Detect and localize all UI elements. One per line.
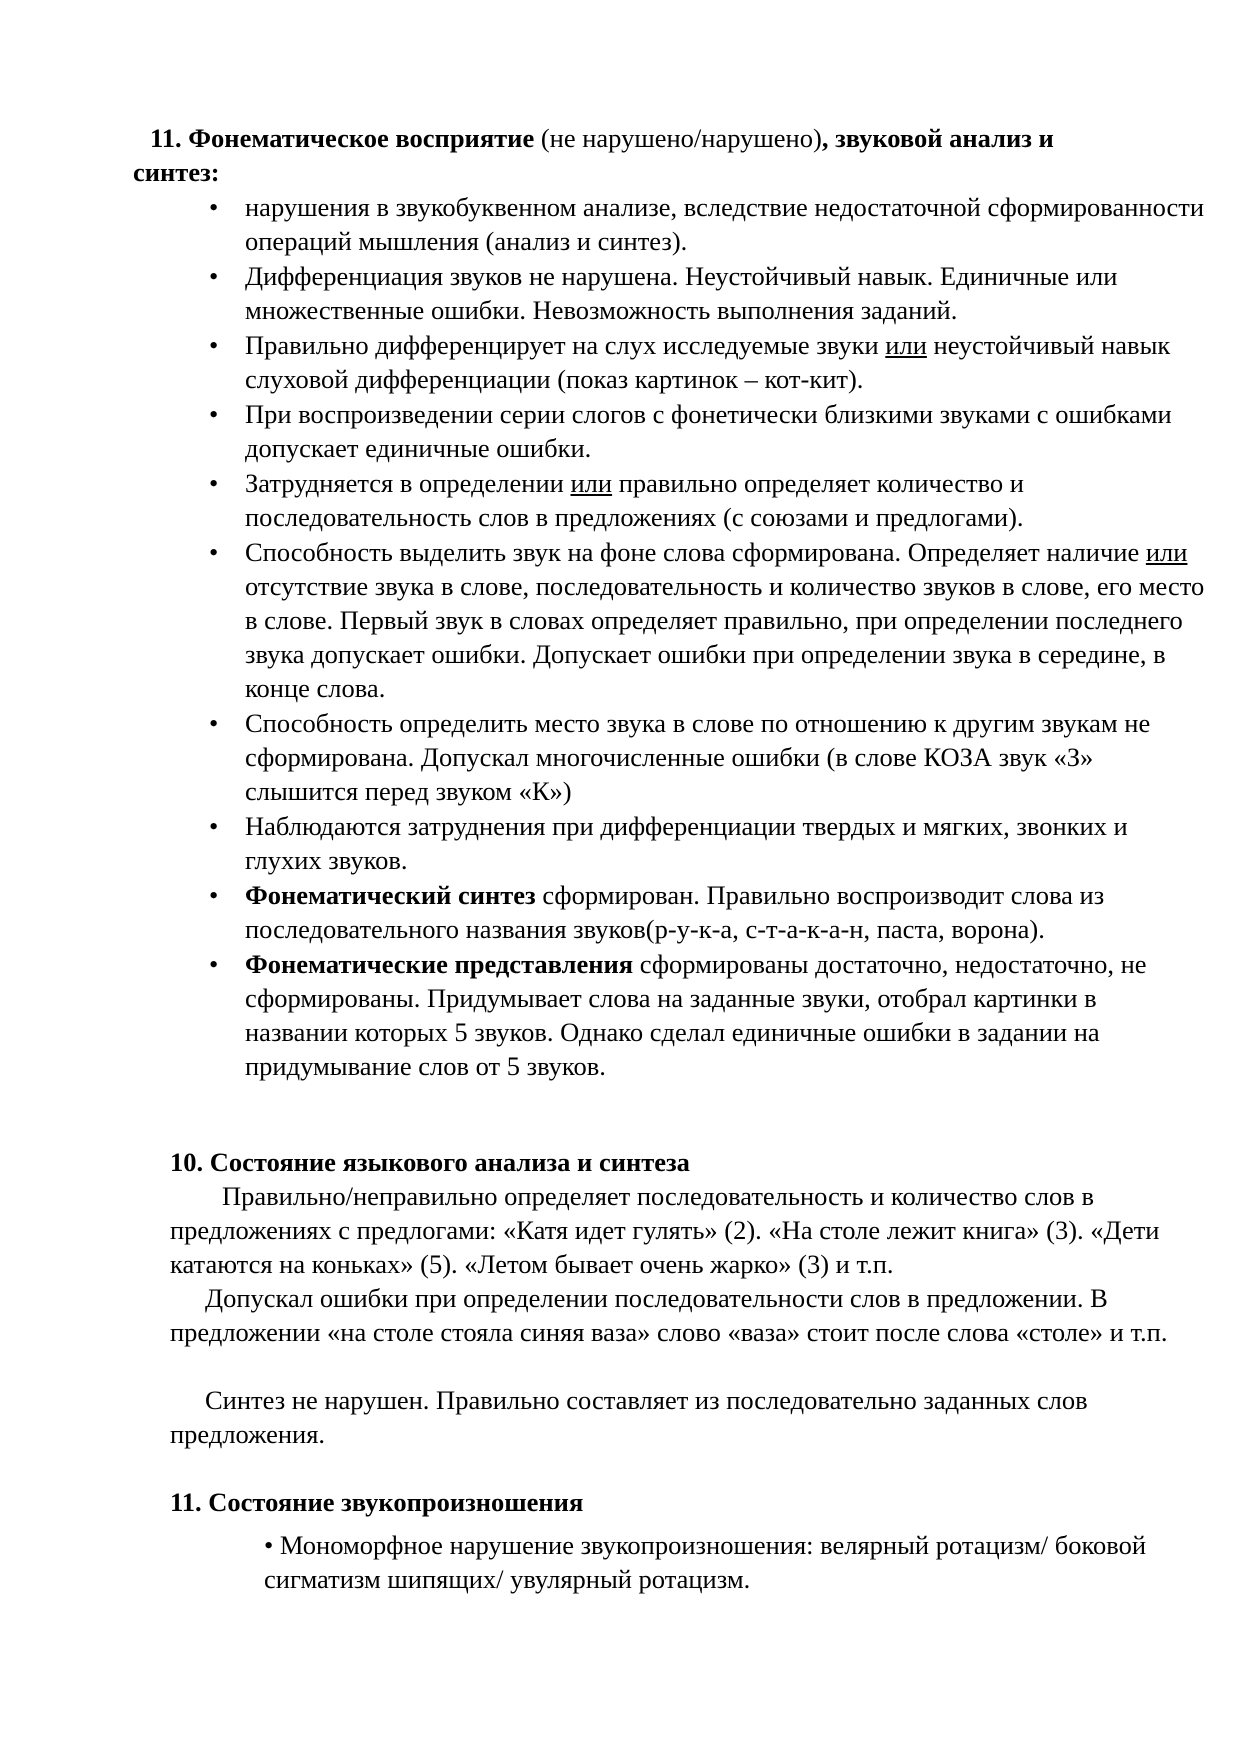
list-item — [209, 190, 1205, 258]
list-item-text: Наблюдаются затруднения при дифференциации твердых и мягких, звонких и глухих звуков. — [245, 811, 1128, 875]
list-item — [209, 809, 1205, 877]
list-item-text: Затрудняется в определении — [245, 468, 571, 498]
list-item-text: При воспроизведении серии слогов с фонетически близкими звуками с ошибками допускает единичные ошибки. — [245, 399, 1172, 463]
list-item-text-cont: правильно определяет количество и последовательность слов в предложениях (с союзами и предлогами). — [245, 468, 1024, 532]
list-item-text: Дифференциация звуков не нарушена. Неустойчивый навык. Единичные или множественные ошибки. Невозможность выполнения заданий. — [245, 261, 1118, 325]
paragraph: Синтез не нарушен. Правильно составляет из последовательно заданных слов предложения. — [170, 1385, 1088, 1449]
bullet-icon: • — [209, 949, 219, 979]
list-item — [209, 397, 1205, 465]
bullet-icon: • — [209, 330, 219, 360]
bullet-icon: • — [264, 1530, 274, 1560]
bullet-icon: • — [209, 261, 219, 291]
section-title-rest: , звуковой анализ и — [821, 123, 1054, 153]
section-11b-heading: 11. Состояние звукопроизношения — [170, 1487, 584, 1517]
section-10-heading: 10. Состояние языкового анализа и синтеза — [170, 1147, 690, 1177]
list-item — [209, 535, 1205, 705]
pronunciation-item-text: Мономорфное нарушение звукопроизношения: велярный ротацизм/ боковой сигматизм шипящих/ увулярный ротацизм. — [264, 1530, 1147, 1594]
underlined-or: или — [885, 330, 927, 360]
list-item-text: Способность выделить звук на фоне слова сформирована. Определяет наличие — [245, 537, 1146, 567]
bullet-icon: • — [209, 192, 219, 222]
list-item-bold: Фонематический синтез — [245, 880, 536, 910]
underlined-or: или — [1145, 537, 1188, 567]
bullet-icon: • — [209, 399, 219, 429]
pronunciation-item — [264, 1528, 1164, 1596]
list-item-text: Правильно дифференцирует на слух исследуемые звуки — [245, 330, 886, 360]
section-title: Фонематическое восприятие — [188, 123, 535, 153]
list-item-text: Способность определить место звука в слове по отношению к другим звукам не сформирована. Допускал многочисленные ошибки (в слове КОЗА звук «З» слышится перед звуком «К») — [245, 708, 1151, 806]
bullet-icon: • — [209, 880, 219, 910]
phonemic-perception-list — [209, 190, 1205, 1083]
list-item — [209, 328, 1205, 396]
list-item — [209, 947, 1205, 1083]
list-item — [209, 466, 1205, 534]
paragraph: Правильно/неправильно определяет последовательность и количество слов в предложениях с предлогами: «Катя идет гулять» (2). «На столе лежит книга» (3). «Дети катаются на коньках» (5). «Летом бывает очень жарко» (3) и т.п. — [170, 1181, 1160, 1279]
bullet-icon: • — [209, 468, 219, 498]
list-item-bold: Фонематические представления — [245, 949, 634, 979]
bullet-icon: • — [209, 811, 219, 841]
list-item-text-cont: отсутствие звука в слове, последовательность и количество звуков в слове, его место в слове. Первый звук в словах определяет правильно, при определении последнего звука допускает ошибки. Допускает ошибки при определении звука в середине, в конце слова. — [245, 571, 1205, 703]
bullet-icon: • — [209, 708, 219, 738]
section-11-heading-line2: синтез: — [133, 157, 220, 187]
bullet-icon: • — [209, 537, 219, 567]
paragraph: Допускал ошибки при определении последовательности слов в предложении. В предложении «на столе стояла синяя ваза» слово «ваза» стоит после слова «столе» и т.п. — [170, 1283, 1168, 1347]
list-item-text: нарушения в звукобуквенном анализе, вследствие недостаточной сформированности операций мышления (анализ и синтез). — [245, 192, 1205, 256]
list-item-text: сформированы достаточно, недостаточно, не сформированы. Придумывает слова на заданные звуки, отобрал картинки в названии которых 5 звуков. Однако сделал единичные ошибки в задании на придумывание слов от 5 звуков. — [245, 949, 1147, 1081]
underlined-or: или — [570, 468, 613, 498]
list-item — [209, 259, 1205, 327]
list-item-text: сформирован. Правильно воспроизводит слова из последовательного названия звуков(р-у-к-а, с-т-а-к-а-н, паста, ворона). — [245, 880, 1105, 944]
section-number: 11. — [150, 123, 182, 153]
list-item-text-cont: неустойчивый навык слуховой дифференциации (показ картинок – кот-кит). — [245, 330, 1171, 394]
section-note: (не нарушено/нарушено) — [540, 123, 822, 153]
list-item — [209, 878, 1205, 946]
list-item — [209, 706, 1205, 808]
section-11-heading — [150, 121, 1054, 155]
